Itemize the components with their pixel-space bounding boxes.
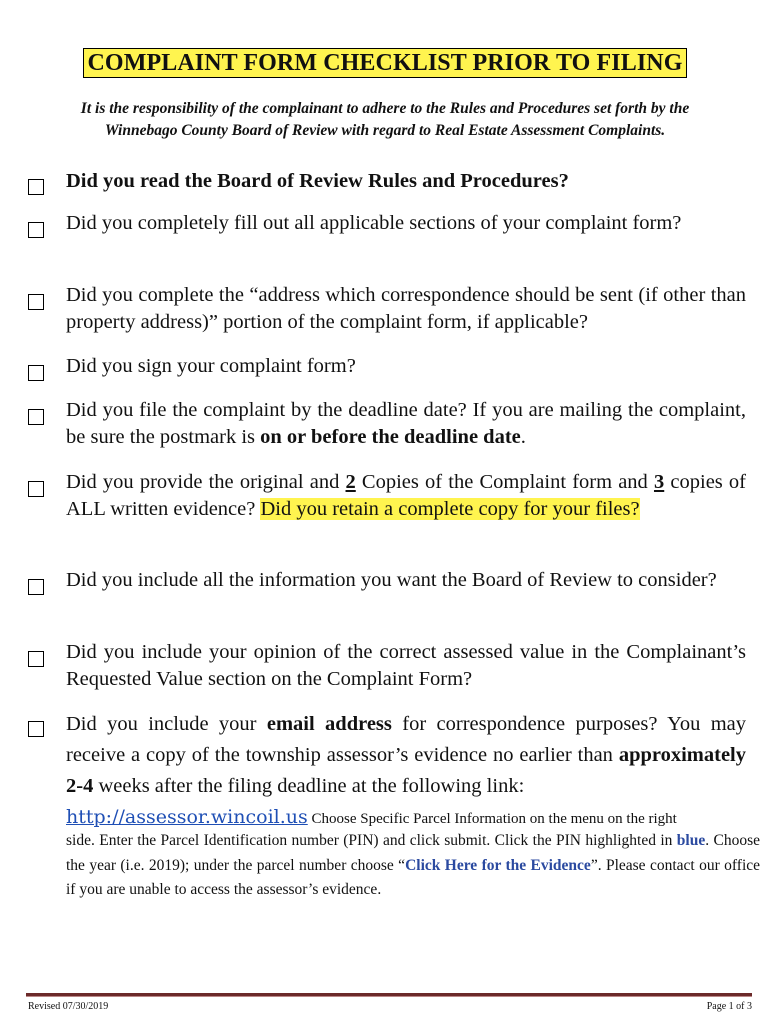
checkbox-copies[interactable] — [28, 481, 44, 497]
email-text-g: ”. Please contact our office if you are unable to access the assessor’s evidence. — [66, 856, 761, 898]
email-text-c: weeks after the filing deadline at the following link: — [93, 775, 525, 797]
page-title: COMPLAINT FORM CHECKLIST PRIOR TO FILING — [83, 48, 688, 78]
copies-highlight: Did you retain a complete copy for your files? — [260, 498, 640, 520]
title-wrapper — [0, 48, 770, 78]
email-instructions — [66, 829, 760, 903]
item-text-opinion: Did you include your opinion of the correct assessed value in the Complainant’s Requested Value section on the Complaint Form? — [66, 641, 746, 690]
copies-text-a: Did you provide the original and — [66, 471, 346, 493]
item-text-copies — [66, 469, 746, 523]
item-text-fill-out: Did you completely fill out all applicable sections of your complaint form? — [66, 212, 682, 234]
deadline-end: . — [520, 426, 526, 448]
copies-number-3: 3 — [653, 471, 665, 493]
intro-line-1: It is the responsibility of the complainant to adhere to the Rules and Procedures set forth by the — [80, 100, 690, 117]
checkbox-deadline[interactable] — [28, 409, 44, 425]
item-text-deadline — [66, 397, 746, 451]
assessor-link[interactable]: http://assessor.wincoil.us — [66, 806, 308, 828]
email-bold-address: email address — [266, 713, 392, 735]
footer-revised-date: Revised 07/30/2019 — [28, 1001, 109, 1012]
checkbox-email[interactable] — [28, 721, 44, 737]
intro-text — [20, 98, 750, 142]
email-text-b: for correspondence purposes? You may receive a copy of the township assessor’s evidence no earlier than — [66, 713, 746, 766]
item-text-read-rules: Did you read the Board of Review Rules and Procedures? — [66, 170, 569, 192]
copies-number-2: 2 — [345, 471, 356, 493]
item-text-sign: Did you sign your complaint form? — [66, 355, 356, 377]
item-text-address: Did you complete the “address which correspondence should be sent (if other than property address)” portion of the complaint form, if applicable? — [66, 284, 746, 333]
checkbox-address[interactable] — [28, 294, 44, 310]
email-text-a: Did you include your — [66, 713, 267, 735]
checkbox-fill-out[interactable] — [28, 222, 44, 238]
item-text-info: Did you include all the information you want the Board of Review to consider? — [66, 569, 717, 591]
deadline-text: Did you file the complaint by the deadline date? If you are mailing the complaint, be sure the postmark is — [66, 399, 746, 448]
click-here-evidence: Click Here for the Evidence — [405, 856, 591, 874]
checkbox-info[interactable] — [28, 579, 44, 595]
email-text-d: Choose Specific Parcel Information on the menu on the right — [307, 811, 677, 827]
checkbox-sign[interactable] — [28, 365, 44, 381]
checkbox-read-rules[interactable] — [28, 179, 44, 195]
intro-line-2: Winnebago County Board of Review with regard to Real Estate Assessment Complaints. — [104, 122, 666, 139]
email-text-f: . Choose the year (i.e. 2019); under the parcel number choose “ — [66, 832, 760, 874]
item-text-email — [66, 709, 746, 835]
copies-text-b: Copies of the Complaint form and — [355, 471, 654, 493]
copies-text-c: copies of ALL written evidence? — [66, 471, 747, 520]
footer-page-number: Page 1 of 3 — [706, 1001, 752, 1012]
checkbox-opinion[interactable] — [28, 651, 44, 667]
footer-divider — [26, 993, 752, 997]
blue-word: blue — [676, 832, 706, 849]
deadline-bold-text: on or before the deadline date — [260, 426, 521, 448]
email-bold-approx: approximately 2-4 — [66, 744, 746, 797]
email-text-e: side. Enter the Parcel Identification number (PIN) and click submit. Click the PIN highlighted in — [66, 832, 677, 849]
